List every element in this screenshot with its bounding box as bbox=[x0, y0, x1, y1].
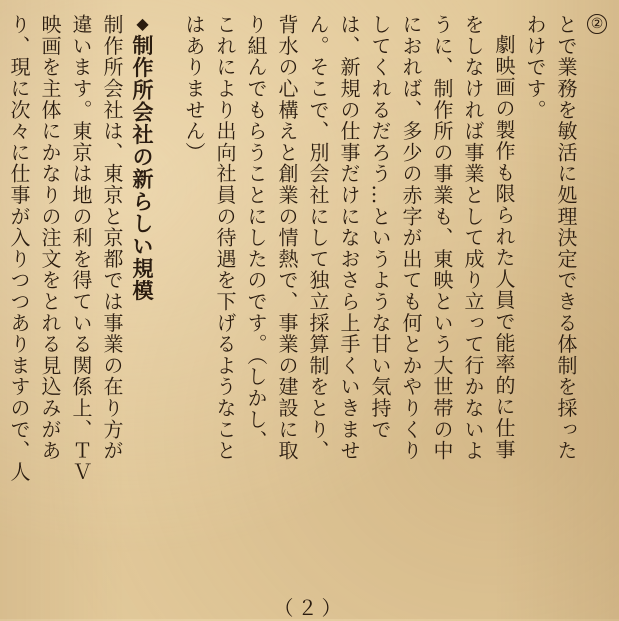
diamond-icon: ◆ bbox=[133, 14, 152, 35]
text-line: は、新規の仕事だけになおさら上手くいきませ bbox=[337, 14, 361, 462]
text-line: 劇映画の製作も限られた人員で能率的に仕事 bbox=[492, 34, 516, 460]
text-line: 映画を主体にかなりの注文をとれる見込みがあ bbox=[38, 14, 62, 462]
text-line: り組んでもらうことにしたのです。（しかし、 bbox=[244, 14, 268, 452]
document-page bbox=[7, 14, 612, 586]
text-line: 制作所会社は、東京と京都では事業の在り方が bbox=[100, 14, 124, 462]
section-marker: ② bbox=[587, 14, 607, 34]
text-line: これにより出向社員の待遇を下げるようなこと bbox=[213, 14, 237, 462]
text-line: をしなければ事業として成り立って行かないよ bbox=[461, 14, 485, 462]
section-heading bbox=[127, 14, 158, 586]
page-number: （２） bbox=[273, 596, 346, 620]
text-line: してくれるだろう…というような甘い気持で bbox=[368, 14, 392, 440]
text-line: 背水の心構えと創業の情熱で、事業の建設に取 bbox=[275, 14, 299, 462]
section-marker-line bbox=[581, 14, 612, 586]
text-line: はありません） bbox=[182, 14, 206, 164]
text-line: におれば、多少の赤字が出ても何とかやりくり bbox=[399, 14, 423, 462]
text-line: ん。そこで、別会社にして独立採算制をとり、 bbox=[306, 14, 330, 462]
text-line: とで業務を敏活に処理決定できる体制を採った bbox=[554, 14, 578, 462]
text-line bbox=[0, 14, 3, 586]
text-line: り、現に次々に仕事が入りつつありますので、人 bbox=[7, 14, 31, 483]
text-line: うに、制作所の事業も、東映という大世帯の中 bbox=[430, 14, 454, 462]
text-line: わけです。 bbox=[523, 14, 547, 121]
heading-text: 制作所会社の新らしい規模 bbox=[130, 34, 155, 302]
text-line: 違います。東京は地の利を得ている関係上、ＴＶ bbox=[69, 14, 93, 483]
section-spacer bbox=[158, 14, 178, 586]
